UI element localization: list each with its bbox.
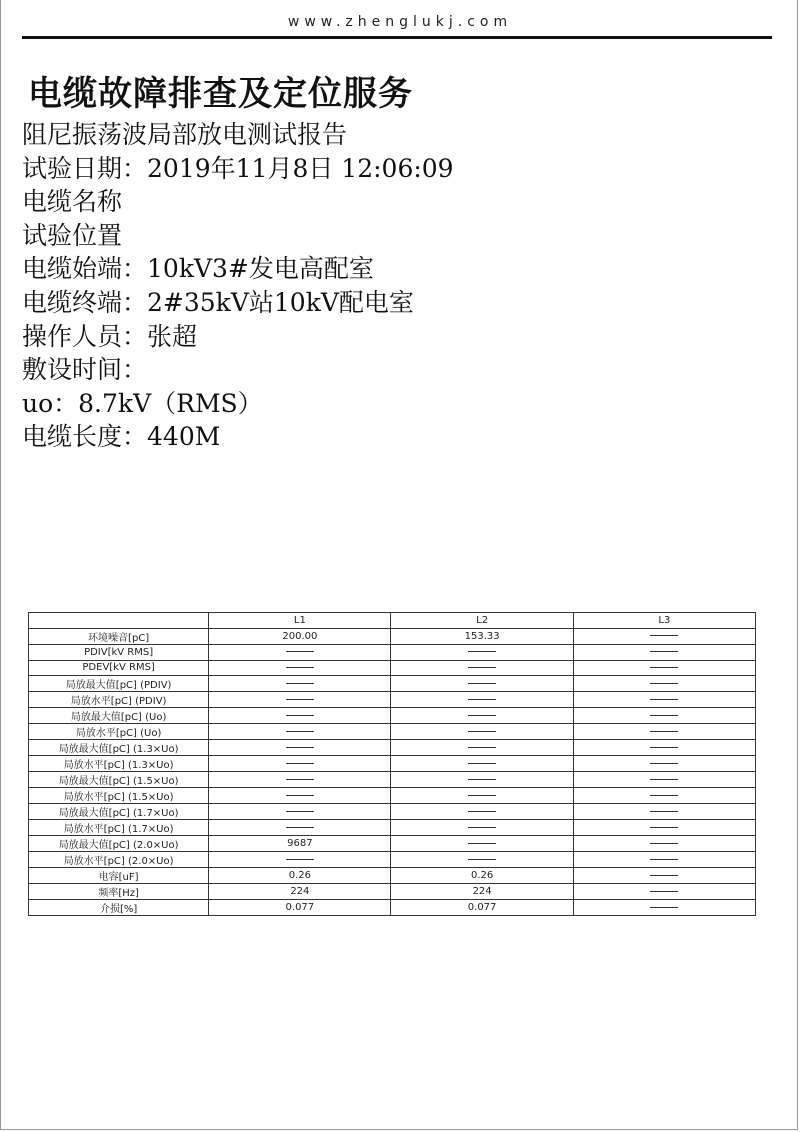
row-label-cell: 局放水平[pC] (PDIV) xyxy=(29,692,209,708)
info-value: 张超 xyxy=(147,321,198,351)
info-label: 阻尼振荡波局部放电测试报告 xyxy=(22,120,348,149)
empty-dash xyxy=(650,859,678,860)
header-divider xyxy=(22,36,772,39)
table-row xyxy=(29,884,756,900)
row-label-cell: 局放水平[pC] (1.5×Uo) xyxy=(29,788,209,804)
row-label-cell: 局放水平[pC] (Uo) xyxy=(29,724,209,740)
value-cell xyxy=(573,804,755,820)
empty-dash xyxy=(468,683,496,684)
table-row xyxy=(29,788,756,804)
info-line xyxy=(22,252,782,286)
row-label-cell: 频率[Hz] xyxy=(29,884,209,900)
row-label-cell: PDEV[kV RMS] xyxy=(29,660,209,676)
empty-dash xyxy=(468,843,496,844)
empty-dash xyxy=(468,699,496,700)
value-cell xyxy=(573,788,755,804)
info-line xyxy=(22,219,782,253)
value-cell xyxy=(573,884,755,900)
empty-dash xyxy=(286,747,314,748)
value-cell xyxy=(391,772,573,788)
table-row xyxy=(29,756,756,772)
value-cell xyxy=(573,740,755,756)
empty-dash xyxy=(650,795,678,796)
value-cell xyxy=(209,740,391,756)
row-label-cell: 局放最大值[pC] (2.0×Uo) xyxy=(29,836,209,852)
empty-dash xyxy=(468,667,496,668)
info-label: 电缆长度： xyxy=(22,422,148,452)
empty-dash xyxy=(286,683,314,684)
empty-dash xyxy=(286,651,314,652)
value-cell: 200.00 xyxy=(209,628,391,644)
info-line xyxy=(22,387,782,421)
table-row xyxy=(29,676,756,692)
value-cell xyxy=(391,852,573,868)
empty-dash xyxy=(650,779,678,780)
empty-dash xyxy=(286,731,314,732)
value-cell xyxy=(573,852,755,868)
empty-dash xyxy=(650,635,678,636)
empty-dash xyxy=(286,811,314,812)
value-cell xyxy=(573,660,755,676)
value-cell xyxy=(573,772,755,788)
empty-dash xyxy=(650,811,678,812)
info-label: 电缆名称 xyxy=(22,187,123,217)
value-cell xyxy=(391,820,573,836)
info-value: 10kV3#发电高配室 xyxy=(147,254,374,284)
info-label: 操作人员： xyxy=(22,321,148,351)
value-cell xyxy=(209,724,391,740)
value-cell xyxy=(209,660,391,676)
document-title: 电缆故障排查及定位服务 xyxy=(28,74,413,114)
value-cell xyxy=(573,676,755,692)
table-row xyxy=(29,660,756,676)
value-cell xyxy=(209,852,391,868)
value-cell xyxy=(391,676,573,692)
empty-dash xyxy=(286,715,314,716)
empty-dash xyxy=(286,699,314,700)
table-column-header: L1 xyxy=(209,613,391,629)
row-label-cell: 局放最大值[pC] (PDIV) xyxy=(29,676,209,692)
value-cell xyxy=(573,644,755,660)
row-label-cell: 局放水平[pC] (1.7×Uo) xyxy=(29,820,209,836)
value-cell xyxy=(209,676,391,692)
value-cell xyxy=(391,644,573,660)
info-line xyxy=(22,353,782,387)
value-cell xyxy=(391,660,573,676)
value-cell xyxy=(209,644,391,660)
value-cell xyxy=(209,772,391,788)
value-cell: 0.077 xyxy=(391,900,573,916)
empty-dash xyxy=(650,875,678,876)
header-url: www.zhenglukj.com xyxy=(287,14,513,30)
row-label-cell: 局放最大值[pC] (1.3×Uo) xyxy=(29,740,209,756)
empty-dash xyxy=(286,667,314,668)
empty-dash xyxy=(286,859,314,860)
empty-dash xyxy=(468,795,496,796)
row-label-cell: 局放最大值[pC] (1.7×Uo) xyxy=(29,804,209,820)
empty-dash xyxy=(650,763,678,764)
empty-dash xyxy=(650,651,678,652)
value-cell xyxy=(391,708,573,724)
table-column-header: L3 xyxy=(573,613,755,629)
info-line xyxy=(22,185,782,219)
table-row xyxy=(29,740,756,756)
empty-dash xyxy=(468,779,496,780)
table-column-header xyxy=(29,613,209,629)
value-cell xyxy=(391,756,573,772)
value-cell: 153.33 xyxy=(391,628,573,644)
empty-dash xyxy=(650,907,678,908)
info-line xyxy=(22,152,782,186)
value-cell xyxy=(573,836,755,852)
value-cell xyxy=(209,708,391,724)
value-cell xyxy=(391,740,573,756)
report-info-list xyxy=(22,118,782,454)
empty-dash xyxy=(650,731,678,732)
value-cell xyxy=(391,836,573,852)
table-row xyxy=(29,868,756,884)
info-label: 试验位置 xyxy=(22,220,123,250)
empty-dash xyxy=(650,843,678,844)
table-header-row xyxy=(29,613,756,629)
table-row xyxy=(29,644,756,660)
info-value: 2019年11月8日 12:06:09 xyxy=(147,153,454,183)
empty-dash xyxy=(650,827,678,828)
empty-dash xyxy=(286,827,314,828)
empty-dash xyxy=(650,747,678,748)
empty-dash xyxy=(468,763,496,764)
value-cell xyxy=(573,692,755,708)
value-cell: 0.26 xyxy=(391,868,573,884)
row-label-cell: 电容[uF] xyxy=(29,868,209,884)
row-label-cell: 局放水平[pC] (2.0×Uo) xyxy=(29,852,209,868)
value-cell: 9687 xyxy=(209,836,391,852)
empty-dash xyxy=(468,715,496,716)
info-label: 电缆终端： xyxy=(22,287,148,317)
info-line xyxy=(22,286,782,320)
empty-dash xyxy=(650,683,678,684)
table-row xyxy=(29,628,756,644)
value-cell xyxy=(391,804,573,820)
info-value: 8.7kV（RMS） xyxy=(78,388,263,418)
table-row xyxy=(29,900,756,916)
table-row xyxy=(29,692,756,708)
table-row xyxy=(29,852,756,868)
info-line xyxy=(22,320,782,354)
value-cell: 0.077 xyxy=(209,900,391,916)
table-row xyxy=(29,820,756,836)
value-cell xyxy=(573,628,755,644)
value-cell xyxy=(391,788,573,804)
info-line xyxy=(22,118,782,152)
info-line xyxy=(22,420,782,454)
value-cell xyxy=(209,804,391,820)
empty-dash xyxy=(468,731,496,732)
value-cell xyxy=(209,788,391,804)
value-cell xyxy=(209,820,391,836)
info-value: 2#35kV站10kV配电室 xyxy=(147,287,414,317)
info-label: 电缆始端： xyxy=(22,254,148,284)
value-cell xyxy=(391,724,573,740)
value-cell xyxy=(573,868,755,884)
empty-dash xyxy=(650,667,678,668)
empty-dash xyxy=(468,651,496,652)
empty-dash xyxy=(468,859,496,860)
value-cell: 0.26 xyxy=(209,868,391,884)
table-row xyxy=(29,836,756,852)
row-label-cell: 局放水平[pC] (1.3×Uo) xyxy=(29,756,209,772)
empty-dash xyxy=(468,811,496,812)
empty-dash xyxy=(650,891,678,892)
value-cell xyxy=(573,756,755,772)
row-label-cell: PDIV[kV RMS] xyxy=(29,644,209,660)
empty-dash xyxy=(468,827,496,828)
table-column-header: L2 xyxy=(391,613,573,629)
row-label-cell: 介损[%] xyxy=(29,900,209,916)
empty-dash xyxy=(650,699,678,700)
value-cell: 224 xyxy=(391,884,573,900)
empty-dash xyxy=(286,763,314,764)
table-row xyxy=(29,804,756,820)
table-row xyxy=(29,772,756,788)
table-row xyxy=(29,708,756,724)
empty-dash xyxy=(650,715,678,716)
value-cell xyxy=(573,708,755,724)
test-results-table xyxy=(28,612,756,916)
empty-dash xyxy=(468,747,496,748)
row-label-cell: 局放最大值[pC] (1.5×Uo) xyxy=(29,772,209,788)
info-label: 试验日期： xyxy=(22,153,148,183)
value-cell xyxy=(573,900,755,916)
row-label-cell: 局放最大值[pC] (Uo) xyxy=(29,708,209,724)
value-cell xyxy=(209,756,391,772)
info-label: 敷设时间： xyxy=(22,355,148,385)
table-row xyxy=(29,724,756,740)
value-cell xyxy=(391,692,573,708)
info-value: 440M xyxy=(147,422,221,452)
row-label-cell: 环境噪音[pC] xyxy=(29,628,209,644)
value-cell xyxy=(573,820,755,836)
value-cell xyxy=(209,692,391,708)
value-cell xyxy=(573,724,755,740)
info-label: uo： xyxy=(22,388,79,418)
empty-dash xyxy=(286,779,314,780)
empty-dash xyxy=(286,795,314,796)
value-cell: 224 xyxy=(209,884,391,900)
